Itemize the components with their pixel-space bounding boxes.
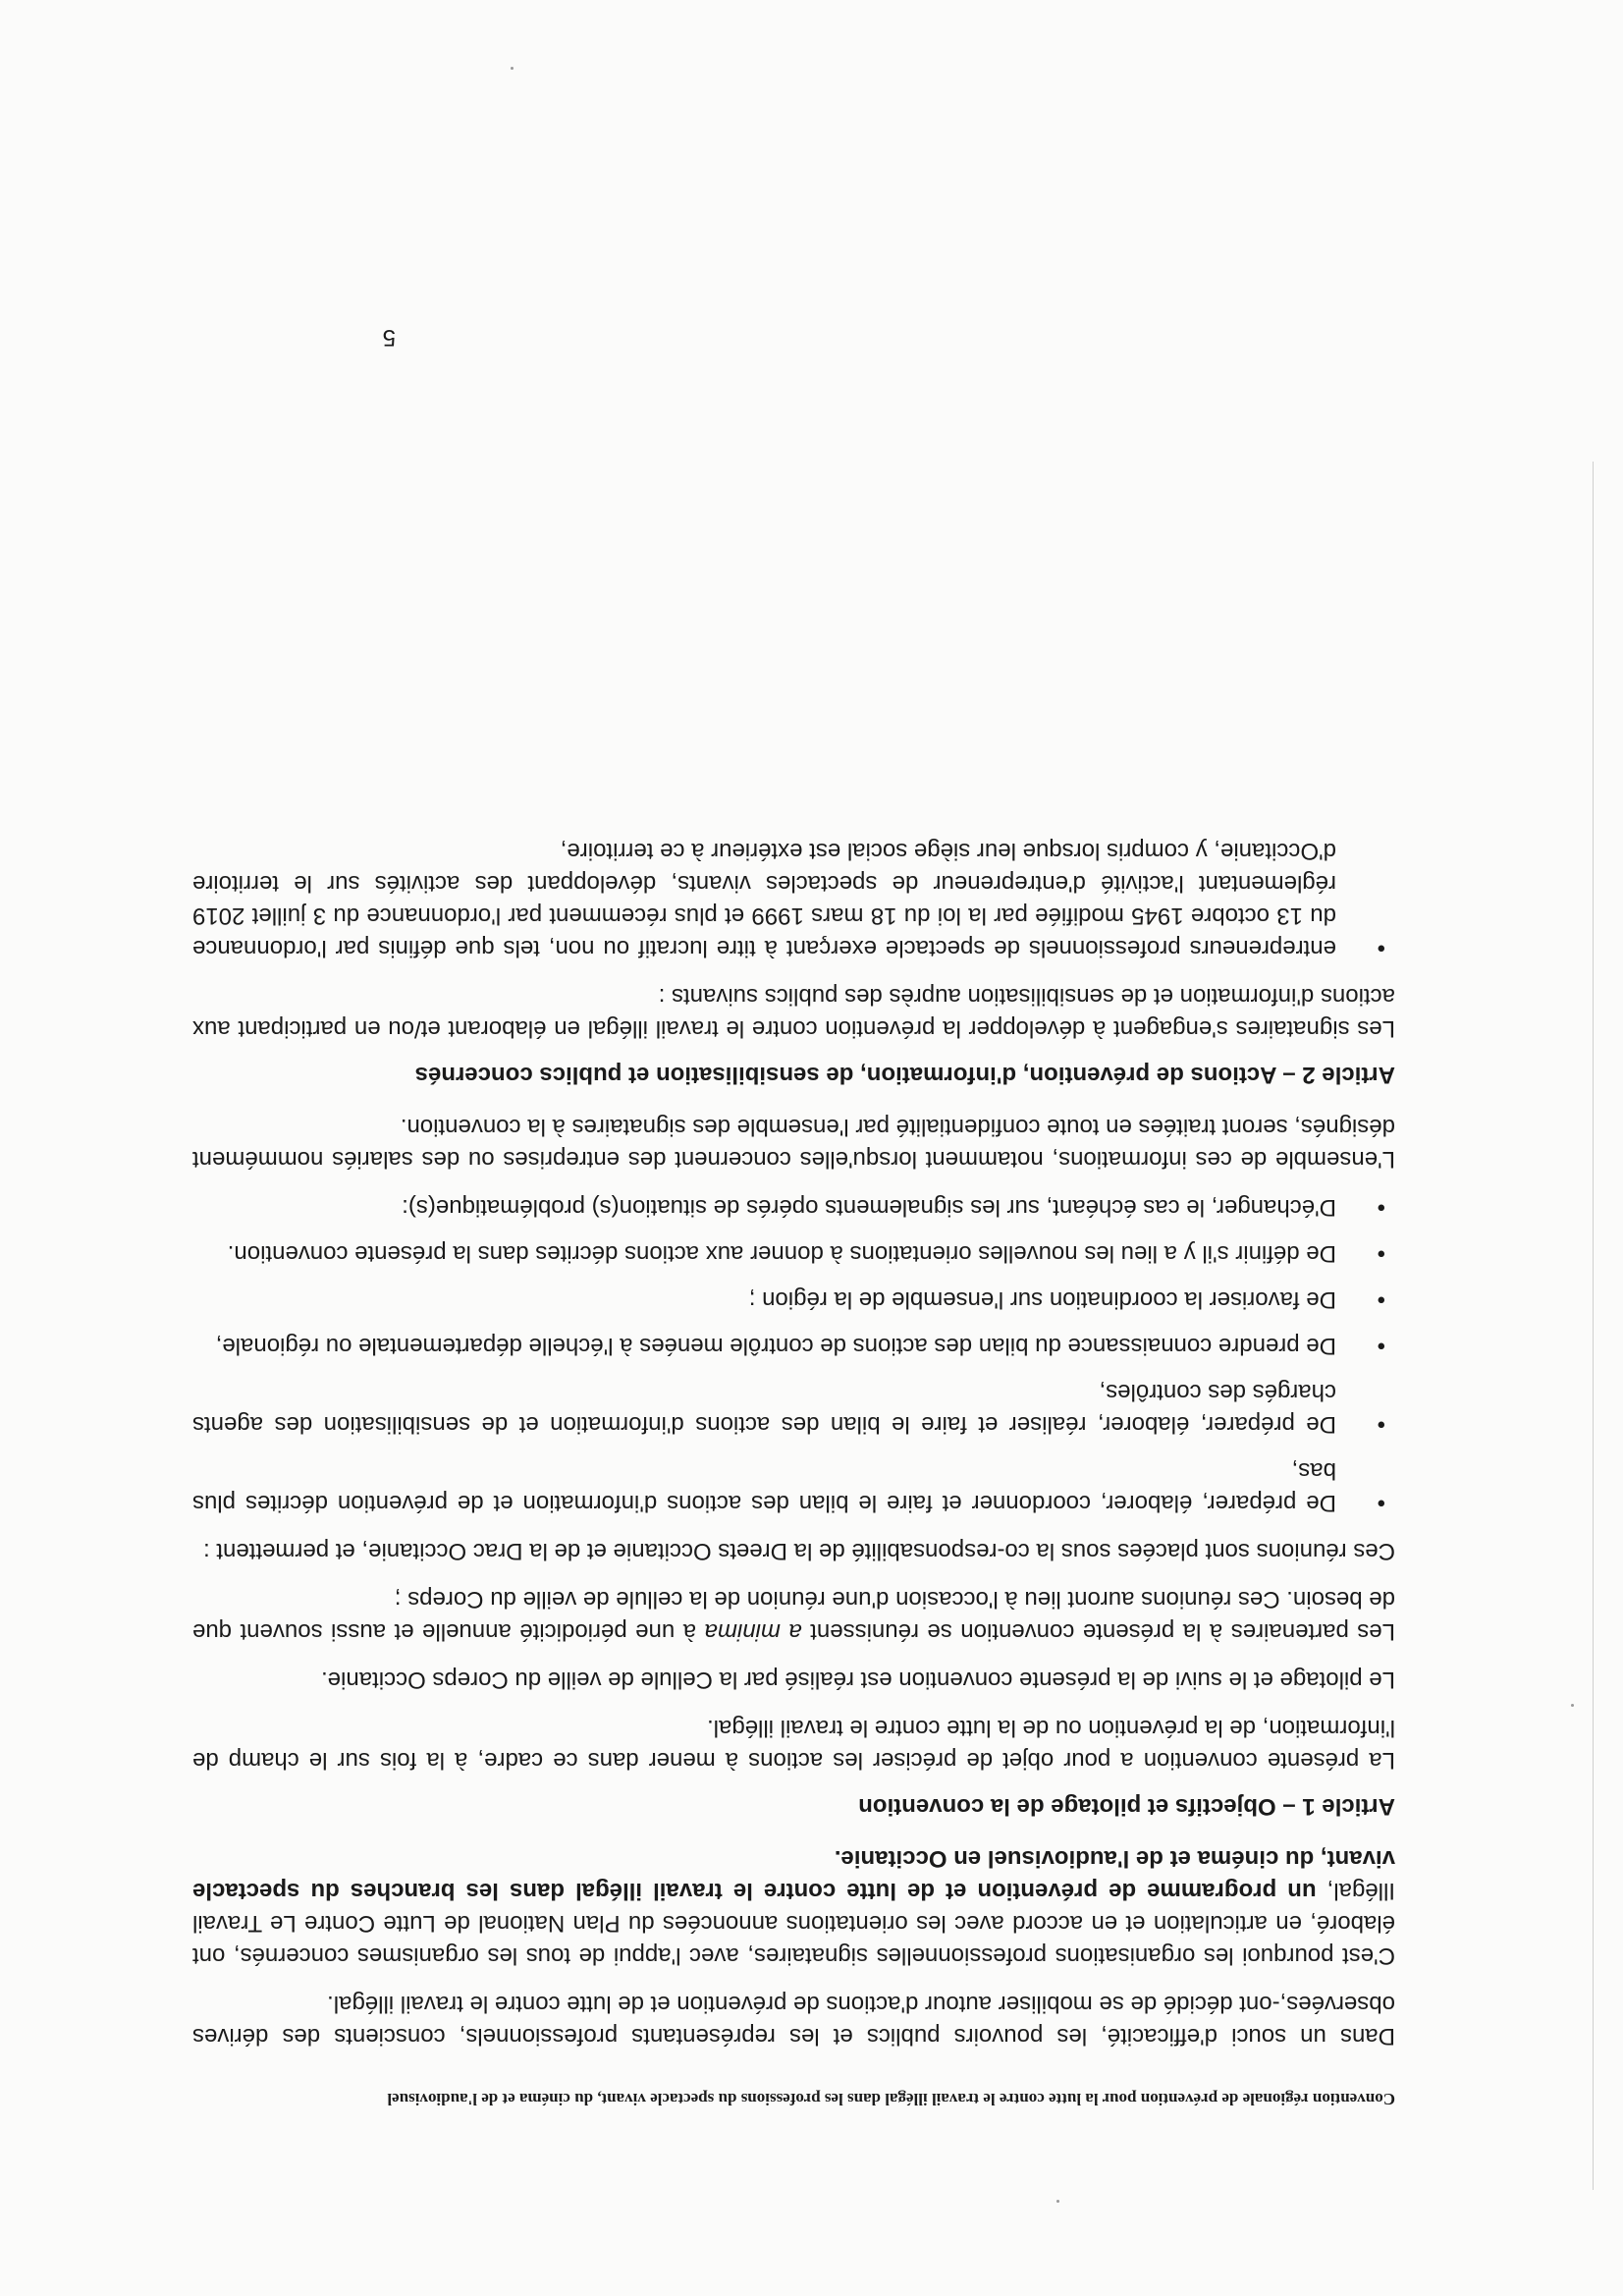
running-header: Convention régionale de prévention pour la lutte contre le travail illégal dans les professions du spectacle vivant, du cinéma et de l'audiovisuel: [387, 2090, 1395, 2108]
article-1-paragraph-2: Le pilotage et le suivi de la présente convention est réalisé par la Cellule de veille du Corеps Occitanie.: [321, 1667, 1395, 1693]
list-item: • entrepreneurs professionnels de spectacle exerçant à titre lucratif ou non, tels que définis par l'ordonnance du 13 octobre 1945 modifiée par la loi du 18 mars 1999 et plus récemment par l'ordonnance du 3 juillet 2019 réglementant l'activité d'entrepreneur de spectacles vivants, développant des activités sur le territoire d'Occitanie, y compris lorsque leur siège social est extérieur à ce territoire,: [192, 835, 1395, 964]
page-number: 5: [382, 324, 396, 351]
intro-paragraph-2-text: C'est pourquoi les organisations professionnelles signataires, avec l'appui de tous les organismes concernés, ont élaboré, en articulation et en accord avec les orientations annoncées du Plan National de Lutte Contre Le Travail Illégal,: [192, 1878, 1395, 1969]
intro-paragraph-1: Dans un souci d'efficacité, les pouvoirs publics et les représentants professionnels, conscients des dérives observées,-ont décidé de se mobiliser autour d'actions de prévention et de lutte contre le travail illégal.: [192, 1991, 1395, 2050]
article-1-bullet-list: [192, 1191, 1395, 1519]
article-2-title: Article 2 – Actions de prévention, d'information, de sensibilisation et publics concernés: [414, 1062, 1395, 1088]
document-body: [192, 819, 1395, 2109]
article-2-paragraph-1: Les signataires s'engagent à développer la prévention contre le travail illégal en élaborant et/ou en participant aux actions d'information et de sensibilisation auprès des publics suivants :: [192, 983, 1395, 1042]
list-item: • De prendre connaissance du bilan des actions de contrôle menées à l'échelle départementale ou régionale,: [192, 1330, 1395, 1362]
list-item: • De définir s'il y a lieu les nouvelles orientations à donner aux actions décrites dans la présente convention.: [192, 1237, 1395, 1270]
list-item: • De préparer, élaborer, réaliser et faire le bilan des actions d'information et de sensibilisation des agents chargés des contrôles,: [192, 1376, 1395, 1441]
article-1-paragraph-3-italic: a minima: [704, 1618, 802, 1645]
intro-paragraph-2-bold: un programme de prévention et de lutte contre le travail illégal dans les branches du spectacle vivant, du cinéma et de l'audiovisuel en Occitanie.: [192, 1845, 1395, 1904]
article-1-paragraph-3: [192, 1583, 1395, 1648]
intro-paragraph-2: [192, 1842, 1395, 1972]
article-1-paragraph-3-end: à une périodicité annuelle et aussi souvent que de besoin. Ces réunions auront lieu à l'occasion d'une réunion de la cellule de veille du Coreps ;: [191, 1586, 1395, 1645]
article-1-paragraph-4: Ces réunions sont placées sous la co-responsabilité de la Dreets Occitanie et de la Drac Occitanie, et permettent :: [203, 1538, 1395, 1564]
article-1-title: Article 1 – Objectifs et pilotage de la convention: [858, 1793, 1395, 1820]
article-1-paragraph-5: L'ensemble de ces informations, notamment lorsqu'elles concernent des entreprises ou des salariés nommément désignés, seront traitées en toute confidentialité par l'ensemble des signataires à la convention.: [192, 1114, 1395, 1173]
list-item: • De préparer, élaborer, coordonner et faire le bilan des actions d'information et de prévention décrites plus bas,: [192, 1454, 1395, 1519]
article-2-bullet-list: [192, 835, 1395, 964]
article-1-paragraph-1: La présente convention a pour objet de préciser les actions à mener dans ce cadre, à la fois sur le champ de l'information, de la prévention ou de la lutte contre le travail illégal.: [192, 1715, 1395, 1774]
list-item: • De favoriser la coordination sur l'ensemble de la région ;: [192, 1284, 1395, 1316]
article-1-paragraph-3-start: Les partenaires à la présente convention se réunissent: [801, 1618, 1395, 1645]
list-item: • D'échanger, le cas échéant, sur les signalements opérés de situation(s) problématique(s):: [192, 1191, 1395, 1224]
